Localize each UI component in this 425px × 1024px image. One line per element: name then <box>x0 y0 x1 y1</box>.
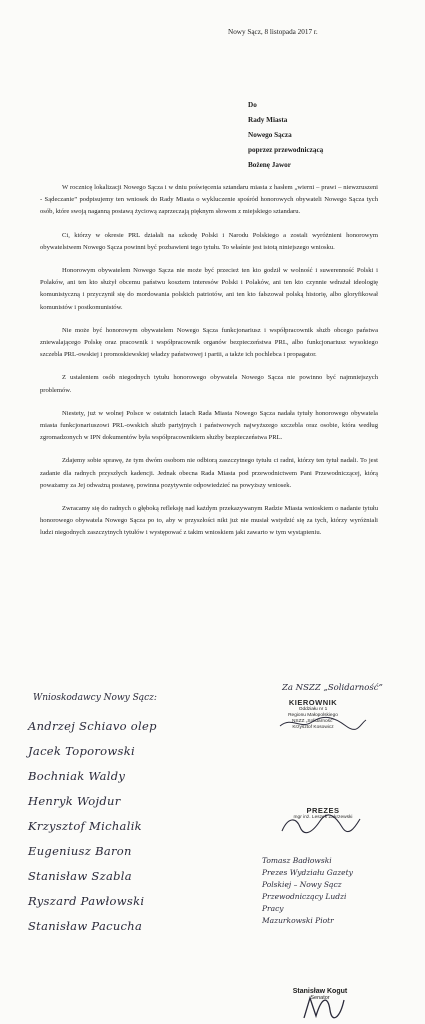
handwritten-notes <box>262 855 353 927</box>
stamp-line: Oddziału nr 1 <box>298 707 328 712</box>
union-heading: Za NSZZ „Solidarność” <box>282 683 383 693</box>
signer-signature: Ryszard Pawłowski <box>28 894 145 908</box>
paragraph: Zwracamy się do radnych o głęboką refleksję nad każdym przekazywanym Radzie Miasta wnioskiem o nadanie tytułu honorowego obywatela Nowego Sącza po to, aby w przyszłości nikt już nie musiał wstydzić się za tych, którzy wyróżniali ludzi niegodnych zaszczytnych tytułów i występować z takim wnioskiem jaki zawarto w tym wystąpieniu. <box>40 505 378 537</box>
signer-signature: Jacek Toporowski <box>28 744 135 758</box>
senator-signature <box>298 992 348 1022</box>
address-line: Rady Miasta <box>248 116 288 124</box>
signer-signature: Bochniak Waldy <box>28 769 126 783</box>
paragraph: Honorowym obywatelem Nowego Sącza nie może być przecież ten kto godził w wolność i suwerenność Polski i Polaków, ani ten kto służył obcemu państwu kosztem interesów Polski i Polaków, ani ten kto czynnie wdrażał ideologię komunistyczną i przyczynił się do mordowania polskich patriotów, ani ten kto fałszował polską historię, albo gloryfikował komunistów i postkomunistów. <box>40 267 378 311</box>
note-line: Pracy <box>262 904 284 913</box>
note-line: Prezes Wydziału Gazety <box>262 868 353 877</box>
signer-signature: Henryk Wojdur <box>28 794 121 808</box>
address-line: Do <box>248 101 257 109</box>
note-line: Polskiej – Nowy Sącz <box>262 880 342 889</box>
stamp-line: mgr inż. Leszek Zakrzewski <box>293 815 353 820</box>
paragraph: Z ustaleniem osób niegodnych tytułu honorowego obywatela Nowego Sącza nie powinno być najmniejszych problemów. <box>40 374 378 394</box>
stamp-title: PREZES <box>306 806 340 815</box>
note-line: Tomasz Badłowski <box>262 856 332 865</box>
signers-list <box>28 714 157 939</box>
note-line: Mazurkowski Piotr <box>262 916 334 925</box>
signer-signature: Stanisław Szabla <box>28 869 132 883</box>
paragraph: Ci, którzy w okresie PRL działali na szkodę Polski i Narodu Polskiego a zostali wyróżnieni honorowym obywatelstwem Nowego Sącza powinni być pozbawieni tego tytułu. To właśnie jest istotą niniejszego wniosku. <box>40 231 378 251</box>
senator-name: Stanisław Kogut <box>292 988 348 995</box>
paragraph: Zdajemy sobie sprawę, że tym dwóm osobom nie odbiorą zaszczytnego tytułu ci radni, którzy ten tytuł nadali. To jest zadanie dla radnych przyszłych kadencji. Jednak obecna Rada Miasta pod przewodnictwem Pani Przewodniczącej, którą poważamy za Jej odważną postawę, powinna pozytywnie odpowiedzieć na powyższy wniosek. <box>40 457 378 489</box>
stamp-line: NSZZ „Solidarność” <box>291 719 335 724</box>
stamp-line: Regionu Małopolskiego <box>288 713 338 718</box>
letter-body <box>40 182 378 551</box>
signer-signature: Andrzej Schiavo olep <box>28 719 157 733</box>
prezes-signature <box>278 813 362 835</box>
note-line: Przewodniczący Ludzi <box>262 892 347 901</box>
recipient-address <box>248 98 323 173</box>
senator-role: Senator <box>310 995 330 1001</box>
address-line: poprzez przewodniczącą <box>248 146 324 154</box>
paragraph: Niestety, już w wolnej Polsce w ostatnich latach Rada Miasta Nowego Sącza nadała tytuły honorowego obywatela miasta funkcjonariuszowi PRL-owskich służb partyjnych i państwowych najwyższego szczebla oraz osobie, która według zgromadzonych w IPN dokumentów była współpracownikiem służby bezpieczeństwa PRL. <box>40 409 378 442</box>
signer-signature: Krzysztof Michalik <box>28 819 142 833</box>
paragraph: Nie może być honorowym obywatelem Nowego Sącza funkcjonariusz i współpracownik służb obcego państwa zniewalającego Polskę oraz pracownik i współpracownik organów bezpieczeństwa PRL, albo funkcjonariusz wysokiego szczebla PRL-owskiej i promoskiewskiej władzy państwowej i partii, a także ich pochlebca i propagator. <box>40 326 378 359</box>
stamp-title: KIEROWNIK <box>288 698 338 707</box>
address-line: Bożenę Jawor <box>248 161 291 169</box>
signer-signature: Stanisław Pacucha <box>28 919 143 933</box>
signers-heading: Wnioskodawcy Nowy Sącz: <box>33 693 157 703</box>
place-date: Nowy Sącz, 8 listopada 2017 r. <box>228 28 318 36</box>
paragraph: W rocznicę lokalizacji Nowego Sącza i w dniu poświęcenia sztandaru miasta z hasłem „wierni – prawi – niewzruszeni - Sądeczanie” podpisujemy ten wniosek do Rady Miasta o wykluczenie spośród honorowych obywateli Nowego Sącza tych osób, które swoją naganną postawą życiową zaprzeczają pięknym słowom z miejskiego sztandaru. <box>40 184 378 216</box>
address-line: Nowego Sącza <box>248 131 292 139</box>
stamp-line: Krzysztof Kosowicz <box>292 725 334 730</box>
kierownik-signature <box>276 714 368 732</box>
signer-signature: Eugeniusz Baron <box>28 844 132 858</box>
